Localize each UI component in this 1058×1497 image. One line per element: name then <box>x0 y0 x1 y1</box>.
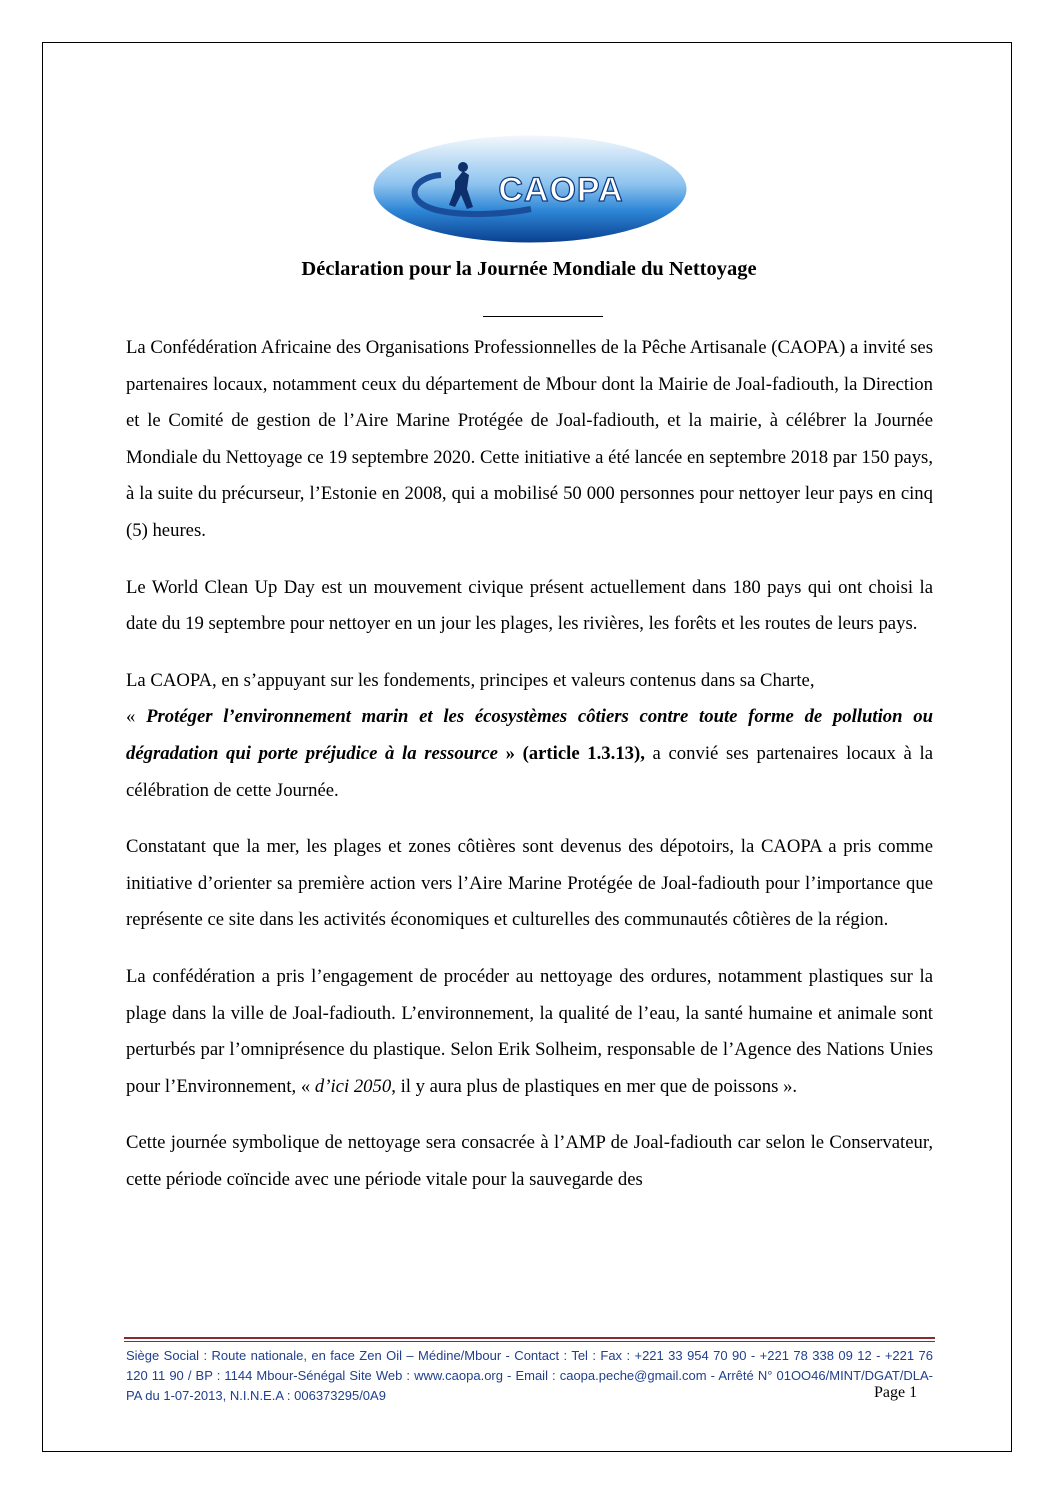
paragraph-intro: La Confédération Africaine des Organisations Professionnelles de la Pêche Artisanale (CAOPA) a invité ses partenaires locaux, notamment ceux du département de Mbour dont la Mairie de Joal-fadiouth, la Direction et le Comité de gestion de l’Aire Marine Protégée de Joal-fadiouth, et la mairie, à célébrer la Journée Mondiale du Nettoyage ce 19 septembre 2020. Cette initiative a été lancée en septembre 2018 par 150 pays, à la suite du précurseur, l’Estonie en 2008, qui a mobilisé 50 000 personnes pour nettoyer leur pays en cinq (5) heures. <box>126 337 933 541</box>
charter-rest: a convié ses partenaires locaux à la célébration de cette Journée. <box>126 742 933 801</box>
quote-close: » <box>497 742 515 764</box>
charter-quote: Protéger l’environnement marin et les écosystèmes côtiers contre toute forme de pollution ou dégradation qui porte préjudice à la ressource <box>126 706 934 764</box>
footer-rule-thin <box>124 1341 935 1342</box>
logo-text: CAOPA <box>498 171 624 209</box>
paragraph-symbolic-day: Cette journée symbolique de nettoyage sera consacrée à l’AMP de Joal-fadiouth car selon le Conservateur, cette période coïncide avec une période vitale pour la sauvegarde des <box>126 1132 933 1190</box>
paragraph-dumpsites: Constatant que la mer, les plages et zones côtières sont devenus des dépotoirs, la CAOPA a pris comme initiative d’orienter sa première action vers l’Aire Marine Protégée de Joal-fadiouth pour l’importance que représente ce site dans les activités économiques et culturelles des communautés côtières de la région. <box>126 836 933 931</box>
page-number: Page 1 <box>874 1384 918 1401</box>
quote-open: « <box>126 706 147 728</box>
paragraph-world-clean-up: Le World Clean Up Day est un mouvement civique présent actuellement dans 180 pays qui ont choisi la date du 19 septembre pour nettoyer en un jour les plages, les rivières, les forêts et les routes de leurs pays. <box>126 576 933 635</box>
footer-address: Siège Social : Route nationale, en face Zen Oil – Médine/Mbour - Contact : Tel : Fax : +221 33 954 70 90 - +221 78 338 09 12 - +221 76 120 11 90 / BP : 1144 Mbour-Sénégal Site Web : www.caopa.org - Email : caopa.peche@gmail.com - Arrêté N° 01OO46/MINT/DGAT/DLA-PA du 1-07-2013, N.I.N.E.A : 006373295/0A9 <box>126 1348 933 1403</box>
page-title: Déclaration pour la Journée Mondiale du Nettoyage <box>301 258 757 280</box>
paragraph-plastics <box>126 959 933 1105</box>
plastics-italic: d’ici 2050 <box>314 1075 392 1097</box>
footer-rule <box>124 1337 935 1339</box>
paragraph-charter <box>126 663 933 809</box>
plastics-before: La confédération a pris l’engagement de procéder au nettoyage des ordures, notamment plastiques sur la plage dans la ville de Joal-fadiouth. L’environnement, la qualité de l’eau, la santé humaine et animale sont perturbés par l’omniprésence du plastique. Selon Erik Solheim, responsable de l’Agence des Nations Unies pour l’Environnement, « <box>126 965 933 1097</box>
article-ref: (article 1.3.13), <box>514 742 645 764</box>
body-text <box>126 330 933 1198</box>
plastics-after: , il y aura plus de plastiques en mer que de poissons ». <box>391 1075 798 1097</box>
charter-intro: La CAOPA, en s’appuyant sur les fondements, principes et valeurs contenus dans sa Charte, <box>126 669 815 691</box>
